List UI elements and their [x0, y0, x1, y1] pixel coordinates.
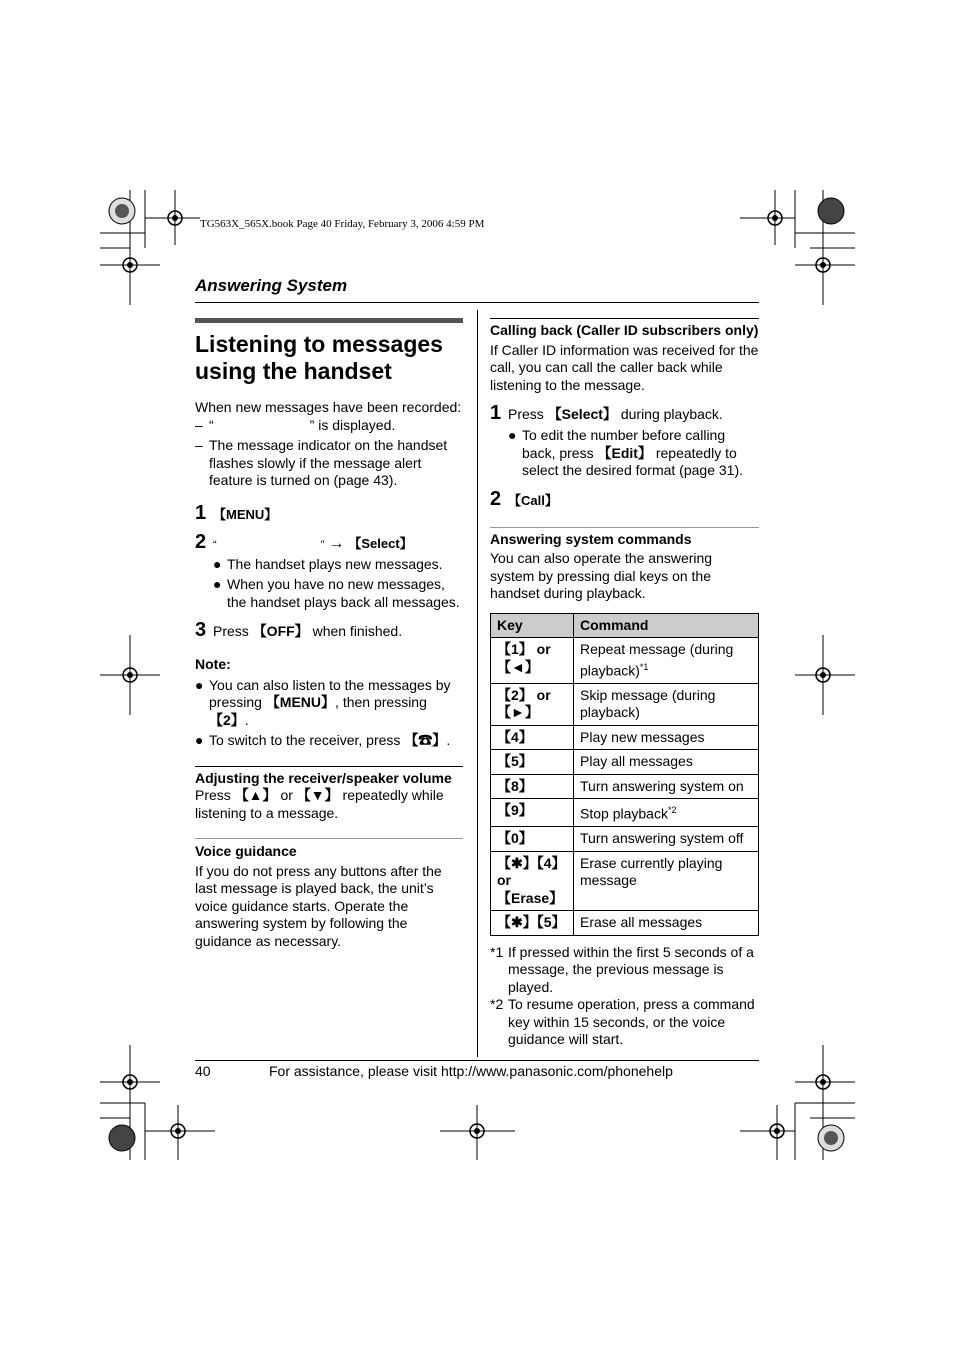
select-key: 【Select】: [547, 406, 617, 422]
step-2: 2 “ ” → 【Select】: [195, 530, 413, 553]
divider: [490, 527, 759, 528]
step-3: 3 Press 【OFF】 when finished.: [195, 619, 403, 641]
page-heading: Listening to messages using the handset: [195, 331, 443, 384]
volume-text: Press 【▲】 or 【▼】 repeatedly while listening to a message.: [195, 787, 444, 821]
note-item: ● To switch to the receiver, press 【☎】.: [195, 732, 451, 748]
menu-key: 【MENU】: [213, 506, 278, 522]
table-row: 【9】 Stop playback$^{*2}$: [491, 799, 759, 827]
step-1: 1 【MENU】: [195, 501, 278, 524]
divider: [195, 838, 463, 839]
table-header-row: [491, 613, 759, 638]
divider: [490, 318, 759, 319]
page-number: 40: [195, 1063, 211, 1079]
header-rule: [195, 302, 759, 303]
table-row: 【✱】【5】 Erase all messages: [491, 911, 759, 936]
edit-key: 【Edit】: [597, 444, 652, 461]
footer-assist-text: For assistance, please visit http://www.panasonic.com/phonehelp: [269, 1063, 673, 1079]
header-command: Command: [574, 613, 759, 638]
bullet-item: ● When you have no new messages, the handset plays back all messages.: [213, 576, 460, 610]
table-row: 【✱】【4】 or 【Erase】 Erase currently playing message: [491, 851, 759, 911]
callback-text: If Caller ID information was received for the call, you can call the caller back while listening to the message.: [490, 341, 759, 393]
note-item: ● You can also listen to the messages by pressing 【MENU】, then pressing 【2】.: [195, 676, 451, 728]
column-divider: [477, 310, 478, 1057]
callback-heading: Calling back (Caller ID subscribers only): [490, 322, 759, 338]
voice-heading: Voice guidance: [195, 843, 297, 859]
bullet-item: ● To edit the number before calling back, press 【Edit】 repeatedly to select the desired format (page 31).: [508, 427, 744, 478]
print-info: TG563X_565X.book Page 40 Friday, February 3, 2006 4:59 PM: [200, 218, 485, 230]
step-1: 1 Press 【Select】 during playback.: [490, 402, 723, 424]
intro-text: When new messages have been recorded:: [195, 399, 462, 415]
phone-key-icon: 【☎】: [404, 732, 447, 748]
note-label: Note:: [195, 656, 231, 672]
table-row: 【8】 Turn answering system on: [491, 774, 759, 799]
voice-text: If you do not press any buttons after the last message is played back, the unit’s voice guidance starts. Operate the answering system by following the guidance as necessary.: [195, 862, 442, 949]
header-key: Key: [491, 613, 574, 638]
select-key: 【Select】: [348, 535, 413, 551]
arrow-right-icon: →: [328, 534, 345, 552]
commands-heading: Answering system commands: [490, 530, 692, 547]
call-key: 【Call】: [508, 492, 558, 508]
dash-item-indicator: – The message indicator on the handset flashes slowly if the message alert feature is turned on (page 43).: [195, 437, 448, 488]
footer-rule: [195, 1060, 759, 1061]
table-row: 【5】 Play all messages: [491, 750, 759, 775]
step-2: 2 【Call】: [490, 487, 558, 510]
table-row: 【1】 or 【◄】 Repeat message (during playback)$^{*1}$: [491, 638, 759, 684]
table-row: 【2】 or 【►】 Skip message (during playback): [491, 683, 759, 725]
footnote-2: *2 To resume operation, press a command key within 15 seconds, or the voice guidance will start.: [490, 996, 755, 1048]
bullet-item: ● The handset plays new messages.: [213, 555, 443, 572]
off-key: 【OFF】: [252, 623, 309, 639]
commands-text: You can also operate the answering system by pressing dial keys on the handset during playback.: [490, 550, 713, 601]
footnote-1: *1 If pressed within the first 5 seconds of a message, the previous message is played.: [490, 943, 754, 995]
title-bar: [195, 318, 463, 323]
volume-heading: Adjusting the receiver/speaker volume: [195, 769, 452, 786]
right-column: [490, 318, 759, 1049]
up-key: 【▲】: [234, 787, 277, 803]
dash-item-display: – “ ” is displayed.: [195, 416, 396, 433]
left-column: [195, 318, 463, 950]
table-row: 【4】 Play new messages: [491, 725, 759, 750]
table-row: 【0】 Turn answering system off: [491, 827, 759, 852]
commands-table: [490, 613, 759, 936]
divider: [195, 766, 463, 767]
down-key: 【▼】: [296, 787, 339, 803]
section-title: Answering System: [195, 276, 348, 295]
